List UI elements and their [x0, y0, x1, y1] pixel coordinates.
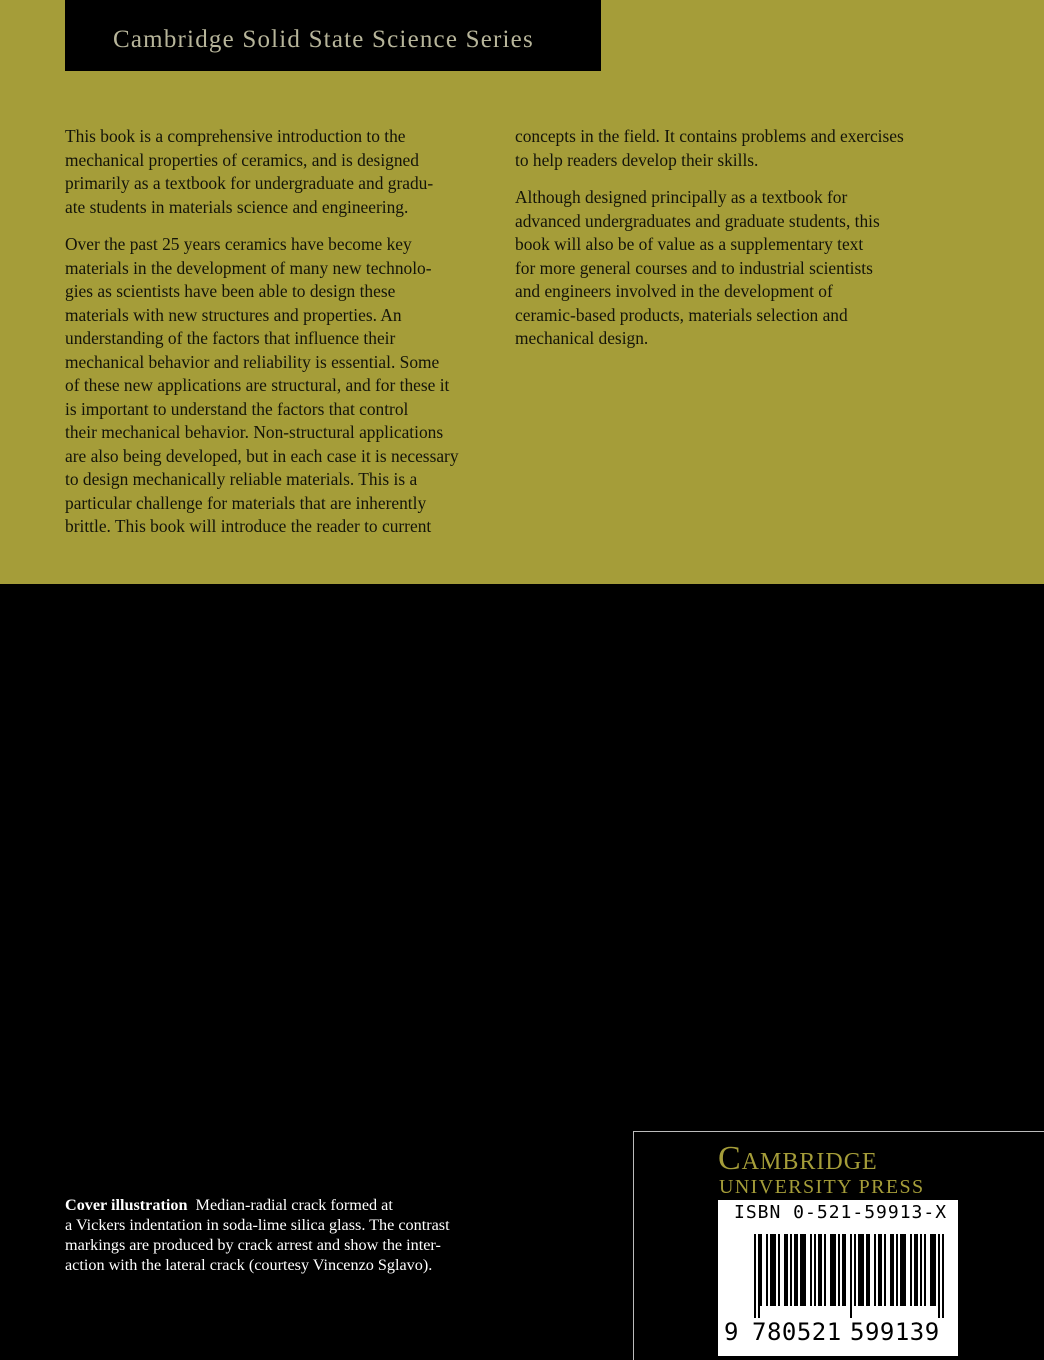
- barcode-bar: [916, 1234, 918, 1306]
- blurb-line: materials in the development of many new technolo-: [65, 257, 432, 278]
- blurb-left-column: [65, 125, 503, 553]
- blurb-line: concepts in the field. It contains problems and exercises: [515, 126, 904, 146]
- barcode-bar: [880, 1234, 882, 1306]
- blurb-line: ceramic-based products, materials selection and: [515, 304, 848, 325]
- barcode-bar: [910, 1234, 912, 1306]
- blurb-line: Over the past 25 years ceramics have become key: [65, 234, 412, 254]
- barcode-bar: [758, 1234, 760, 1318]
- barcode-bar: [794, 1234, 796, 1306]
- barcode-bar: [774, 1234, 776, 1306]
- barcode-bar: [850, 1234, 852, 1318]
- barcode-bar: [820, 1234, 822, 1306]
- caption-first-line: [65, 1195, 565, 1215]
- blurb-line: is important to understand the factors that control: [65, 398, 409, 419]
- barcode-bar: [824, 1234, 826, 1306]
- blurb-line: gies as scientists have been able to design these: [65, 281, 396, 301]
- barcode-bar: [802, 1234, 804, 1306]
- blurb-line: to design mechanically reliable materials. This is a: [65, 469, 418, 489]
- barcode-bar: [784, 1234, 786, 1306]
- barcode-bar: [844, 1234, 846, 1306]
- barcode-bar: [900, 1234, 902, 1306]
- barcode-bar: [878, 1234, 880, 1306]
- caption-line: a Vickers indentation in soda-lime silica glass. The contrast: [65, 1216, 450, 1234]
- barcode-bar: [896, 1234, 898, 1306]
- blurb-line: brittle. This book will introduce the reader to current: [65, 516, 432, 536]
- barcode-bar: [772, 1234, 774, 1306]
- barcode-bar: [934, 1234, 936, 1306]
- series-title: Cambridge Solid State Science Series: [113, 26, 534, 53]
- barcode-bar: [778, 1234, 780, 1306]
- isbn-number: ISBN 0-521-59913-X: [734, 1202, 948, 1223]
- barcode-bar: [904, 1234, 906, 1306]
- barcode-bar: [796, 1234, 798, 1306]
- barcode-bar: [786, 1234, 788, 1306]
- caption-line: markings are produced by crack arrest and show the inter-: [65, 1236, 441, 1254]
- blurb-paragraph: [65, 233, 503, 539]
- barcode-bar: [838, 1234, 840, 1306]
- barcode-bar: [932, 1234, 934, 1306]
- barcode-icon: [718, 1234, 958, 1324]
- barcode-bar: [938, 1234, 940, 1318]
- barcode-bar: [862, 1234, 864, 1306]
- blurb-paragraph: [65, 125, 503, 219]
- blurb-line: book will also be of value as a supplementary text: [515, 234, 864, 254]
- barcode-group-right: 599139: [850, 1318, 940, 1346]
- blurb-line: and engineers involved in the development of: [515, 281, 833, 301]
- barcode-lead-digit: 9: [724, 1318, 739, 1346]
- barcode-bar: [854, 1234, 856, 1306]
- barcode-bar: [860, 1234, 862, 1306]
- barcode-bar: [868, 1234, 870, 1306]
- barcode-bar: [766, 1234, 768, 1306]
- barcode-group-left: 780521: [752, 1318, 842, 1346]
- blurb-paragraph: [515, 186, 955, 351]
- publisher-logo-name: Cambridge: [718, 1140, 878, 1177]
- caption-line: action with the lateral crack (courtesy Vincenzo Sglavo).: [65, 1256, 433, 1274]
- barcode-bar: [790, 1234, 792, 1306]
- blurb-right-column: [515, 125, 955, 365]
- blurb-line: for more general courses and to industrial scientists: [515, 257, 873, 278]
- barcode-bar: [830, 1234, 832, 1306]
- blurb-line: This book is a comprehensive introduction to the: [65, 126, 406, 146]
- blurb-line: ate students in materials science and engineering.: [65, 196, 409, 217]
- isbn-barcode: [718, 1200, 958, 1356]
- blurb-line: of these new applications are structural, and for these it: [65, 375, 450, 395]
- blurb-line: are also being developed, but in each case it is necessary: [65, 445, 459, 466]
- barcode-bar: [874, 1234, 876, 1306]
- barcode-bar: [834, 1234, 836, 1306]
- barcode-bar: [804, 1234, 806, 1306]
- barcode-bar: [924, 1234, 926, 1306]
- barcode-bar: [810, 1234, 812, 1306]
- blurb-line: mechanical design.: [515, 328, 649, 348]
- barcode-bar: [890, 1234, 892, 1306]
- barcode-bar: [892, 1234, 894, 1306]
- barcode-bar: [800, 1234, 802, 1306]
- blurb-line: Although designed principally as a textbook for: [515, 187, 848, 207]
- barcode-bar: [942, 1234, 944, 1318]
- blurb-line: to help readers develop their skills.: [515, 149, 759, 170]
- caption-line: Median-radial crack formed at: [195, 1196, 393, 1214]
- barcode-bar: [832, 1234, 834, 1306]
- barcode-bar: [760, 1234, 762, 1306]
- barcode-bar: [902, 1234, 904, 1306]
- blurb-line: materials with new structures and properties. An: [65, 304, 402, 325]
- caption-label: Cover illustration: [65, 1196, 188, 1214]
- publisher-logo-subtitle: UNIVERSITY PRESS: [719, 1176, 925, 1198]
- cover-illustration-caption: [65, 1195, 565, 1275]
- description-panel: [0, 0, 1044, 584]
- barcode-bar: [818, 1234, 820, 1306]
- barcode-bar: [866, 1234, 868, 1306]
- barcode-bar: [858, 1234, 860, 1306]
- series-banner: [65, 0, 601, 71]
- barcode-bar: [914, 1234, 916, 1306]
- blurb-line: advanced undergraduates and graduate students, this: [515, 210, 880, 231]
- blurb-line: mechanical properties of ceramics, and is designed: [65, 149, 419, 170]
- blurb-line: particular challenge for materials that are inherently: [65, 492, 427, 513]
- barcode-bar: [920, 1234, 922, 1306]
- publisher-block: [633, 1131, 1044, 1360]
- barcode-bar: [884, 1234, 886, 1306]
- barcode-bar: [754, 1234, 756, 1318]
- barcode-bar: [770, 1234, 772, 1306]
- blurb-line: their mechanical behavior. Non-structural applications: [65, 422, 444, 442]
- blurb-line: understanding of the factors that influence their: [65, 328, 396, 348]
- blurb-line: mechanical behavior and reliability is essential. Some: [65, 351, 440, 372]
- blurb-paragraph: [515, 125, 955, 172]
- barcode-bar: [930, 1234, 932, 1306]
- blurb-line: primarily as a textbook for undergraduate and gradu-: [65, 173, 434, 193]
- barcode-bar: [842, 1234, 844, 1306]
- barcode-bar: [814, 1234, 816, 1306]
